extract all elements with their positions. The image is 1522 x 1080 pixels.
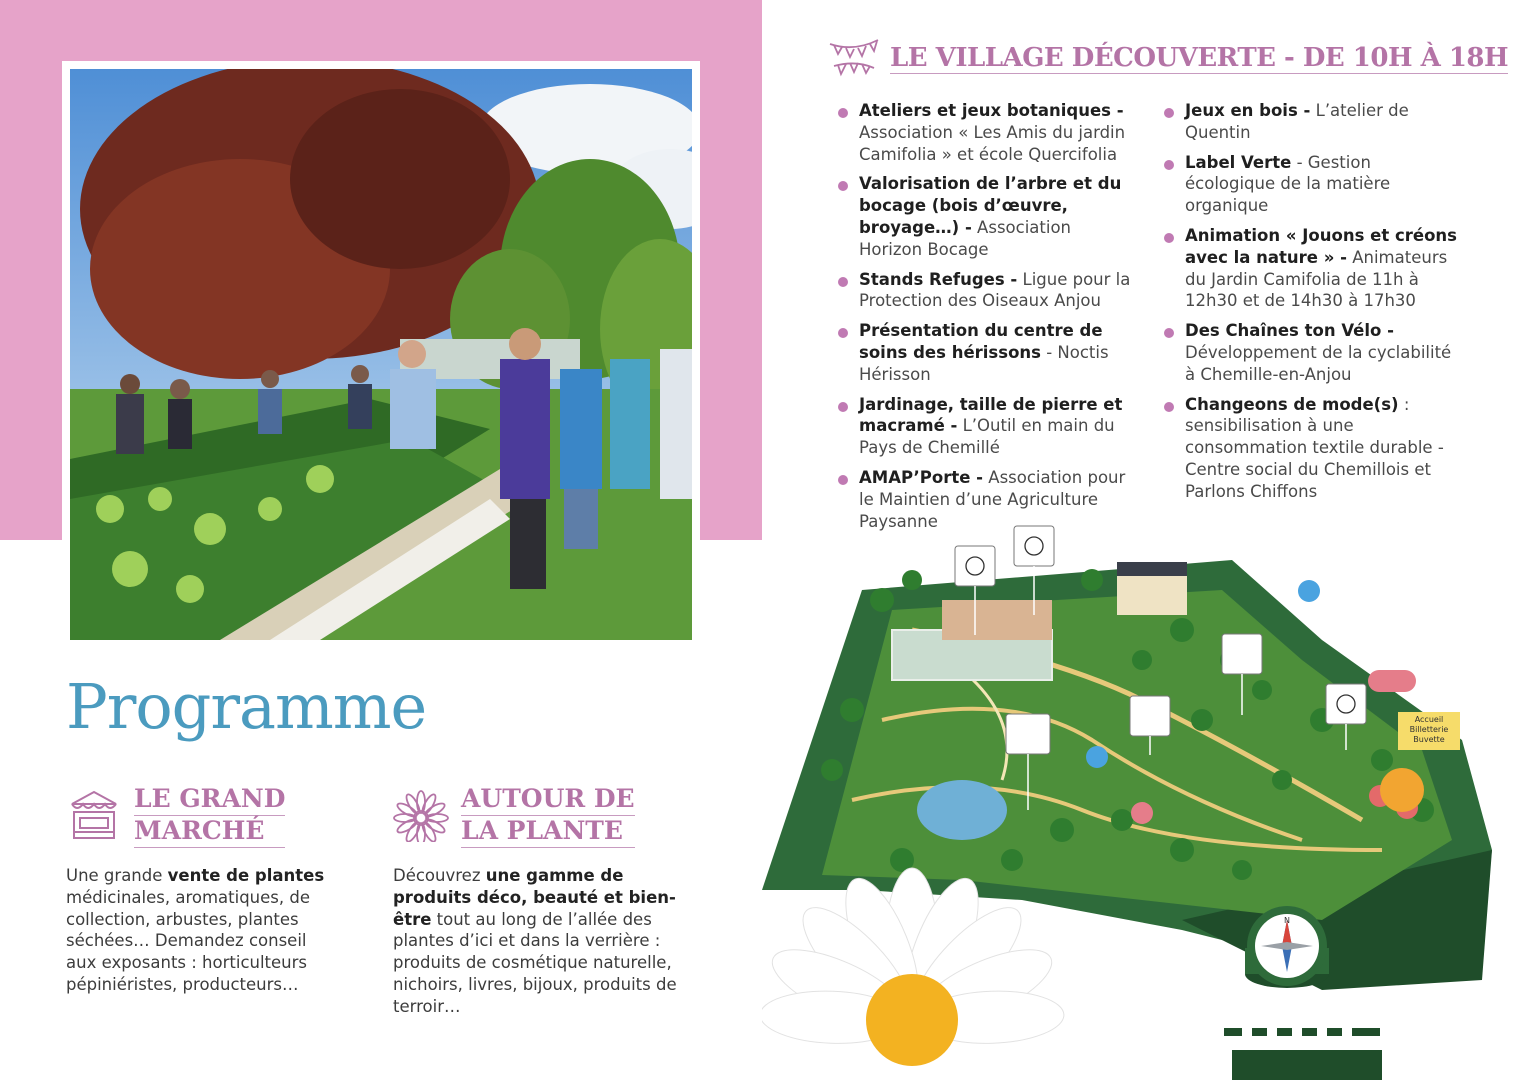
village-list-right [1161, 100, 1461, 511]
grand-marche-description [66, 865, 336, 996]
desc-text: Une grande [66, 866, 168, 885]
desc-text: Découvrez [393, 866, 486, 885]
activity-name: Animation « Jouons et créons avec la nature » - [1185, 225, 1457, 267]
activity-organizer: Ligue pour la Protection des Oiseaux Anjou [859, 269, 1131, 311]
activity-organizer: L’Outil en main du Pays de Chemillé [859, 416, 1115, 458]
village-list-item [835, 173, 1135, 260]
activity-organizer: Association Horizon Bocage [859, 217, 1072, 259]
accueil-billetterie-label [1398, 712, 1460, 750]
desc-text: tout au long de l’allée des plantes d’ici et dans la verrière : produits de cosmétique naturelle, nichoirs, livres, bijoux, produits de terroir… [393, 909, 677, 1016]
desc-bold: une gamme de produits déco, beauté et bien-être [393, 866, 676, 929]
activity-name: Des Chaînes ton Vélo - [1185, 321, 1394, 341]
activity-name: Changeons de mode(s) [1185, 394, 1399, 414]
activity-organizer: Animateurs du Jardin Camifolia de 11h à 12h30 et de 14h30 à 17h30 [1185, 247, 1448, 311]
village-list-item [1161, 152, 1461, 217]
park-map [762, 520, 1522, 1080]
flower-icon [393, 786, 449, 842]
village-list-item [835, 320, 1135, 385]
activity-name: Ateliers et jeux botaniques - [859, 101, 1124, 120]
village-list-left [835, 100, 1135, 540]
market-photo [70, 69, 692, 640]
activity-name: Label Verte [1185, 152, 1292, 172]
desc-bold: vente de plantes [167, 866, 325, 885]
autour-plante-description [393, 865, 693, 1018]
village-list-item [1161, 394, 1461, 503]
activity-name: Jeux en bois - [1185, 101, 1311, 120]
market-photo-frame [62, 61, 700, 648]
activity-name: Présentation du centre de soins des hérissons [859, 321, 1103, 362]
activity-name: AMAP’Porte - [859, 467, 984, 487]
village-list-item [1161, 225, 1461, 312]
village-title: LE VILLAGE DÉCOUVERTE - DE 10H À 18H [890, 42, 1509, 73]
activity-name: Stands Refuges - [859, 269, 1018, 289]
bunting-icon [828, 36, 880, 80]
activity-organizer: L’atelier de Quentin [1185, 101, 1409, 142]
activity-organizer: - Gestion écologique de la matière organique [1185, 152, 1391, 216]
autour-plante-title-line2: LA PLANTE [461, 816, 635, 848]
activity-name: Valorisation de l’arbre et du bocage (bois d’œuvre, broyage…) - [859, 174, 1122, 237]
village-list-item [835, 269, 1135, 313]
grand-marche-heading [66, 784, 285, 848]
compass-north-label: N [1284, 916, 1290, 925]
buvette-line: Buvette [1413, 735, 1445, 744]
village-heading [828, 36, 1508, 80]
activity-organizer: Développement de la cyclabilité à Chemille-en-Anjou [1185, 342, 1452, 384]
autour-plante-heading [393, 784, 635, 848]
activity-organizer: Association pour le Maintien d’une Agriculture Paysanne [859, 467, 1126, 531]
market-stall-icon [66, 786, 122, 842]
activity-organizer: - Noctis Hérisson [859, 342, 1109, 384]
desc-text: médicinales, aromatiques, de collection, arbustes, plantes séchées… Demandez conseil aux exposants : horticulteurs pépiniéristes, producteurs… [66, 887, 310, 994]
activity-organizer: Association « Les Amis du jardin Camifolia » et école Quercifolia [859, 122, 1126, 164]
accueil-line: Accueil [1414, 715, 1444, 724]
billetterie-line: Billetterie [1409, 725, 1449, 734]
autour-plante-title-line1: AUTOUR DE [461, 784, 635, 816]
activity-name: Jardinage, taille de pierre et macramé - [859, 394, 1123, 436]
village-list-item [835, 394, 1135, 459]
page-title: Programme [66, 670, 427, 743]
grand-marche-title-line1: LE GRAND [134, 784, 285, 816]
grand-marche-title-line2: MARCHÉ [134, 816, 285, 848]
village-list-item [1161, 100, 1461, 144]
village-list-item [835, 100, 1135, 165]
activity-organizer: : sensibilisation à une consommation textile durable - Centre social du Chemillois et Parlons Chiffons [1185, 394, 1444, 501]
village-list-item [1161, 320, 1461, 385]
